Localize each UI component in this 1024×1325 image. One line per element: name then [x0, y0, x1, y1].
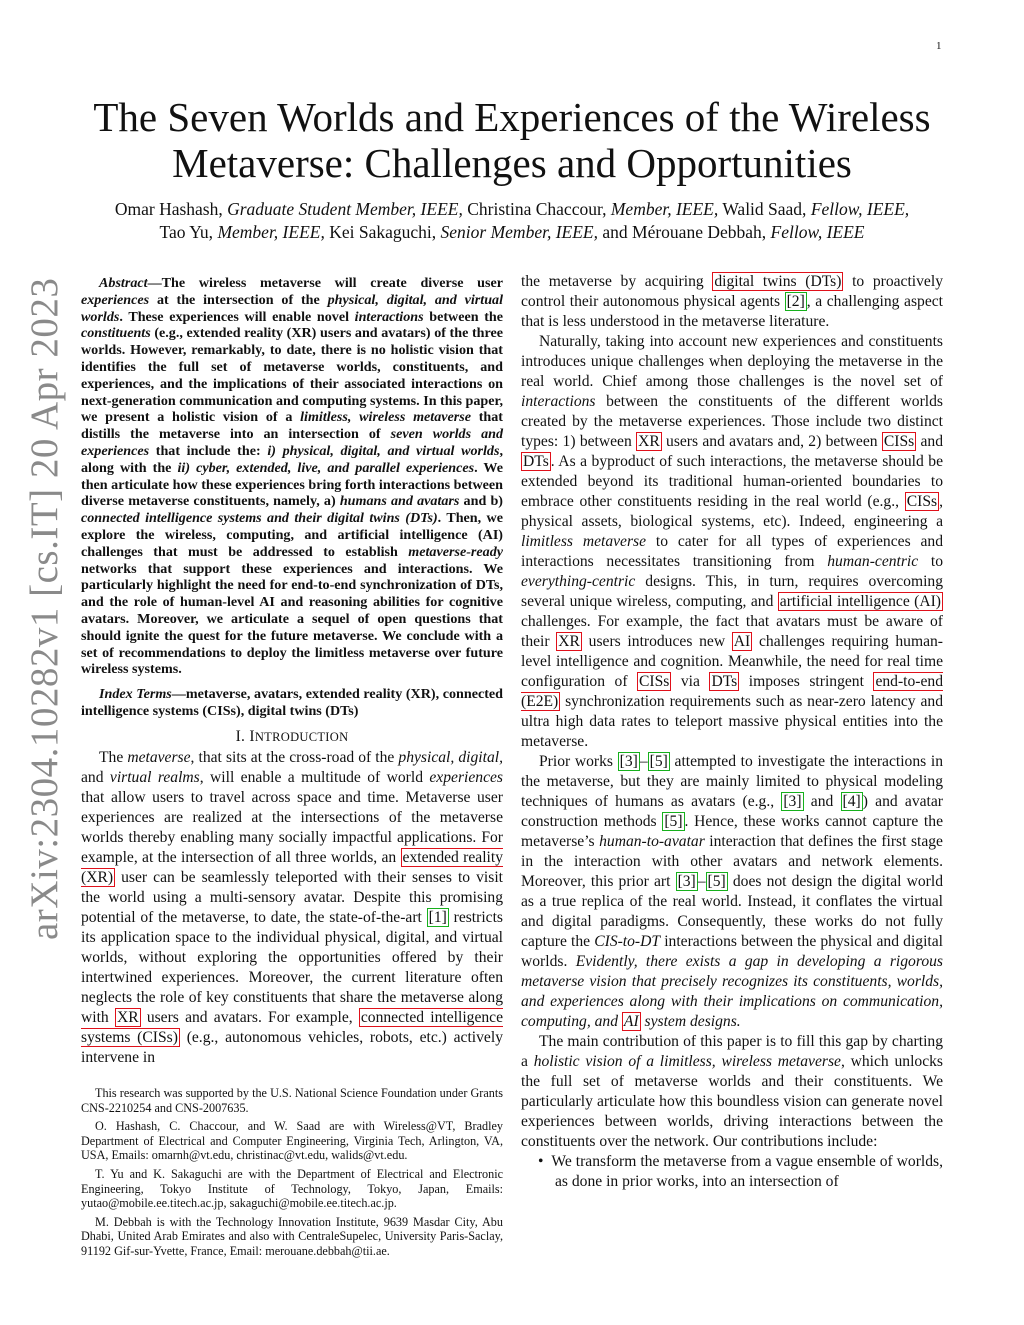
body-text: designs. This, in turn, requires overcoming several unique wireless, computing, and: [521, 573, 943, 610]
citation-link[interactable]: [3]: [619, 753, 638, 770]
body-text: challenges requiring human-level intelligence and cognition. Meanwhile, the need for real time configuration of: [521, 633, 943, 690]
body-text: users and avatars. For example,: [140, 1008, 359, 1026]
body-text: challenges. For example, the fact that avatars must be aware of their: [521, 613, 943, 650]
body-paragraph: [521, 1032, 943, 1152]
body-text: and: [916, 433, 943, 450]
body-text: , will enable a multitude of world: [199, 768, 430, 786]
body-paragraph: [521, 752, 943, 1032]
author-name: Mérouane Debbah,: [632, 222, 767, 242]
body-emphasis: everything-centric: [521, 573, 636, 590]
body-text: , which unlocks the full set of metaverse worlds and their constituents. We particularly articulate how this boundless vision can generate novel experiences between worlds, driving interactions between the constituents over the network. Our contributions include:: [521, 1053, 943, 1150]
acronym-link[interactable]: DTs: [523, 453, 549, 470]
acronym-link[interactable]: end-to-end (E2E): [521, 673, 943, 710]
page-number: 1: [936, 40, 942, 52]
body-emphasis: physical, digital,: [398, 748, 503, 766]
body-emphasis: holistic vision of a limitless, wireless metaverse: [533, 1053, 841, 1070]
abstract-emphasis: metaverse-ready: [408, 543, 503, 560]
body-paragraph: [521, 332, 943, 752]
bullet-text: We transform the metaverse from a vague ensemble of worlds, as done in prior works, into an intersection of: [551, 1153, 943, 1190]
abstract: [81, 275, 503, 678]
acronym-link[interactable]: AI: [733, 633, 751, 650]
intro-paragraph: [81, 748, 503, 1068]
abstract-emphasis: i) physical, digital, and virtual worlds: [267, 442, 500, 459]
citation-link[interactable]: [3]: [783, 793, 802, 810]
abstract-emphasis: connected intelligence systems and their digital twins (DTs): [81, 510, 438, 527]
body-text: attempted to investigate the interactions in the metaverse, but they are mainly limited to physical modeling techniques of humans as avatars (e.g.,: [521, 753, 944, 810]
title-line-1: The Seven Worlds and Experiences of the Wireless: [93, 94, 931, 140]
body-text: , a challenging aspect that is less understood in the metaverse literature.: [521, 293, 943, 330]
author-line-2: [60, 221, 964, 244]
author-name: Walid Saad,: [722, 199, 807, 219]
citation-link[interactable]: [5]: [664, 813, 683, 830]
body-text: user can be seamlessly teleported with their senses to visit the world using a multi-sensory avatar. Despite this promising potential of the metaverse, to date, the state-of-the-art: [81, 868, 503, 926]
author-name: Christina Chaccour,: [467, 199, 607, 219]
index-terms: [81, 686, 503, 720]
body-emphasis: limitless metaverse: [521, 533, 647, 550]
body-text: to proactively control their autonomous physical agents: [521, 273, 943, 310]
author-role: Member, IEEE,: [217, 222, 325, 242]
body-text: , that sits at the cross-road of the: [190, 748, 399, 766]
author-name: Tao Yu,: [159, 222, 214, 242]
body-text: to cater for all types of experiences and interactions necessitates transitioning from: [521, 533, 944, 570]
body-emphasis: interactions: [521, 393, 596, 410]
body-text: imposes stringent: [739, 673, 874, 690]
citation-link[interactable]: [5]: [649, 753, 668, 770]
abstract-text: at the intersection of the: [149, 291, 328, 308]
body-emphasis: metaverse: [127, 748, 191, 766]
acronym-link[interactable]: extended reality (XR): [81, 848, 503, 886]
title-line-2: Metaverse: Challenges and Opportunities: [172, 140, 852, 186]
footnote-affiliation: O. Hashash, C. Chaccour, and W. Saad are with Wireless@VT, Bradley Department of Electrical and Computer Engineering, Virginia Tech, Arlington, VA, USA, Emails: omarnh@vt.edu, christinac@vt.edu, walids@vt.edu.: [81, 1119, 503, 1163]
body-text: Prior works: [539, 753, 618, 770]
acronym-link[interactable]: connected intelligence systems (CISs): [81, 1008, 504, 1046]
acronym-link[interactable]: digital twins (DTs): [714, 273, 842, 290]
abstract-text: —The wireless metaverse will create diverse user: [147, 275, 503, 291]
citation-link[interactable]: [5]: [707, 873, 726, 890]
body-emphasis: experiences: [429, 768, 503, 786]
acronym-link[interactable]: XR: [638, 433, 660, 450]
abstract-emphasis: interactions: [354, 308, 424, 325]
body-text: , physical assets, biological systems, etc). Indeed, engineering a: [521, 493, 943, 530]
body-text: users introduces new: [581, 633, 732, 650]
abstract-text: between the: [423, 308, 503, 325]
abstract-text: . These experiences will enable novel: [119, 308, 355, 325]
abstract-emphasis: physical, digital, and virtual worlds: [81, 291, 503, 325]
body-text: ) and avatar construction methods: [521, 793, 944, 830]
bullet-marker: •: [538, 1153, 544, 1170]
body-text: –: [697, 873, 706, 890]
right-column: [521, 272, 943, 1192]
acronym-link[interactable]: DTs: [711, 673, 738, 690]
body-emphasis: system designs.: [640, 1013, 741, 1030]
author-name: Omar Hashash,: [114, 199, 223, 219]
author-conjunction: and: [602, 222, 628, 242]
index-terms-label: Index Terms: [99, 686, 172, 703]
body-text: synchronization requirements such as near-zero latency and ultra high data rates to teleport massive physical entities into the metaverse.: [521, 693, 943, 750]
body-emphasis: human-to-avatar: [599, 833, 705, 850]
author-role: Fellow, IEEE: [770, 222, 865, 242]
body-emphasis: human-centric: [827, 553, 919, 570]
author-name: Kei Sakaguchi,: [329, 222, 437, 242]
citation-link[interactable]: [2]: [786, 293, 805, 310]
body-text: . Hence, these works cannot capture the metaverse’s: [521, 813, 943, 850]
body-emphasis: virtual realms: [109, 768, 200, 786]
body-text: The: [99, 748, 128, 766]
acronym-link[interactable]: artificial intelligence (AI): [779, 593, 941, 610]
body-text: –: [639, 753, 648, 770]
contribution-bullet: [521, 1152, 943, 1192]
arxiv-stamp: arXiv:2304.10282v1 [cs.IT] 20 Apr 2023: [23, 277, 66, 940]
left-column: [81, 275, 503, 1068]
body-text: the metaverse by acquiring: [521, 273, 713, 290]
body-text: to: [918, 553, 944, 570]
acronym-link[interactable]: CISs: [906, 493, 938, 510]
index-terms-text: —metaverse, avatars, extended reality (XR), connected intelligence systems (CISs), digital twins (DTs): [81, 686, 503, 719]
abstract-text: (e.g., extended reality (XR) users and avatars) of the three worlds. However, remarkably, to date, there is no holistic vision that identifies the full set of metaverse worlds, constituents, and experiences, and the implications of their associated interactions on next-generation communication and computing systems. In this paper, we present a holistic vision of a: [81, 325, 503, 426]
abstract-emphasis: humans and avatars: [339, 493, 460, 510]
acronym-link[interactable]: XR: [558, 633, 580, 650]
section-name: I: [249, 727, 255, 745]
acronym-link[interactable]: AI: [623, 1013, 639, 1030]
acronym-link[interactable]: XR: [116, 1008, 139, 1026]
body-text: The main contribution of this paper is to fill this gap by charting a: [521, 1033, 943, 1070]
body-text: . As a byproduct of such interactions, the metaverse should be extended beyond its traditional human-oriented boundaries to embrace other constituents residing in the real world (e.g.,: [521, 453, 943, 510]
citation-link[interactable]: [1]: [428, 908, 447, 926]
author-role: Member, IEEE,: [610, 199, 719, 219]
abstract-emphasis: experiences: [81, 291, 150, 308]
abstract-text: networks that support these experiences and interactions. We particularly highlight the need for end-to-end synchronization of DTs, and the role of human-level AI and reasoning abilities for cognitive avatars. Moreover, we articulate a sequel of open questions that should ignite the quest for the future metaverse. We conclude with a set of recommendations to deploy the limitless metaverse over future wireless systems.: [81, 560, 503, 678]
abstract-text: . We then articulate how these experiences bring forth interactions between diverse metaverse constituents, namely, a): [81, 459, 503, 510]
footnote-funding: This research was supported by the U.S. National Science Foundation under Grants CNS-2210254 and CNS-2007635.: [81, 1086, 503, 1115]
abstract-text: that include the:: [149, 442, 268, 459]
section-number: I.: [235, 727, 250, 745]
abstract-text: that distills the metaverse into an intersection of: [81, 409, 503, 443]
abstract-emphasis: ii) cyber, extended, live, and parallel experiences: [177, 459, 475, 476]
citation-link[interactable]: [3]: [677, 873, 696, 890]
abstract-text: , along with the: [81, 442, 503, 476]
footnotes: [81, 1086, 503, 1263]
abstract-emphasis: seven worlds and experiences: [81, 426, 504, 459]
citation-link[interactable]: [4]: [842, 793, 861, 810]
paper-title: [60, 94, 964, 186]
body-emphasis: Evidently, there exists a gap in developing a rigorous metaverse vision that precisely recognizes its constituents, worlds, and experiences along with their implications on communication, computing, and: [521, 953, 944, 1030]
body-text: interactions between the physical and digital worlds.: [521, 933, 943, 970]
body-text: via: [671, 673, 710, 690]
body-paragraph: [521, 272, 943, 332]
author-line-1: [60, 198, 964, 221]
body-text: interaction that defines the first stage in the interaction with other avatars and network elements. Moreover, this prior art: [521, 833, 943, 890]
body-text: and: [803, 793, 841, 810]
section-heading-introduction: [81, 728, 503, 746]
body-text: that allow users to travel across space and time. Metaverse user experiences are realized at the intersections of the metaverse worlds thereby enabling many socially impactful applications. For example, at the intersection of all three worlds, an: [81, 788, 503, 866]
body-text: between the constituents of the different worlds created by the metaverse experiences. Those include two distinct types: 1) between: [521, 393, 943, 450]
footnote-affiliation: T. Yu and K. Sakaguchi are with the Department of Electrical and Electronic Engineering, Tokyo Institute of Technology, Tokyo, Japan, Emails: yutao@mobile.ee.titech.ac.jp, sakaguchi@mobile.ee.titech.ac.jp.: [81, 1166, 503, 1211]
acronym-link[interactable]: CISs: [883, 433, 915, 450]
author-role: Graduate Student Member, IEEE,: [227, 199, 463, 219]
abstract-text: and b): [459, 493, 503, 510]
author-list: [60, 198, 964, 244]
body-text: (e.g., autonomous vehicles, robots, etc.) actively intervene in: [81, 1028, 503, 1066]
abstract-label: Abstract: [99, 275, 148, 291]
body-emphasis: CIS-to-DT: [594, 933, 661, 950]
abstract-emphasis: constituents: [81, 325, 151, 342]
body-text: restricts its application space to the individual physical, digital, and virtual worlds, without exploring the opportunities offered by their intertwined experiences. Moreover, the current literature often neglects the role of key constituents that share the metaverse along with: [81, 908, 503, 1026]
author-role: Fellow, IEEE,: [810, 199, 910, 219]
author-role: Senior Member, IEEE,: [440, 222, 598, 242]
abstract-text: . Then, we explore the wireless, computing, and artificial intelligence (AI) challenges that must be addressed to establish: [81, 510, 503, 560]
acronym-link[interactable]: CISs: [639, 673, 670, 690]
body-text: users and avatars and, 2) between: [661, 433, 882, 450]
body-text: and: [81, 768, 110, 786]
abstract-emphasis: limitless, wireless metaverse: [300, 409, 471, 426]
footnote-affiliation: M. Debbah is with the Technology Innovation Institute, 9639 Masdar City, Abu Dhabi, United Arab Emirates and also with CentraleSupelec, University Paris-Saclay, 91192 Gif-sur-Yvette, France, Email: merouane.debbah@tii.ae.: [81, 1214, 503, 1258]
body-text: Naturally, taking into account new experiences and constituents introduces unique challenges when deploying the metaverse in the real world. Chief among those challenges is the novel set of: [521, 333, 943, 390]
body-text: does not design the digital world as a true replica of the real world. Instead, it conflates the virtual and digital paradigms. Consequently, these works do not fully capture the: [521, 873, 944, 950]
section-name: NTRODUCTION: [254, 729, 349, 744]
